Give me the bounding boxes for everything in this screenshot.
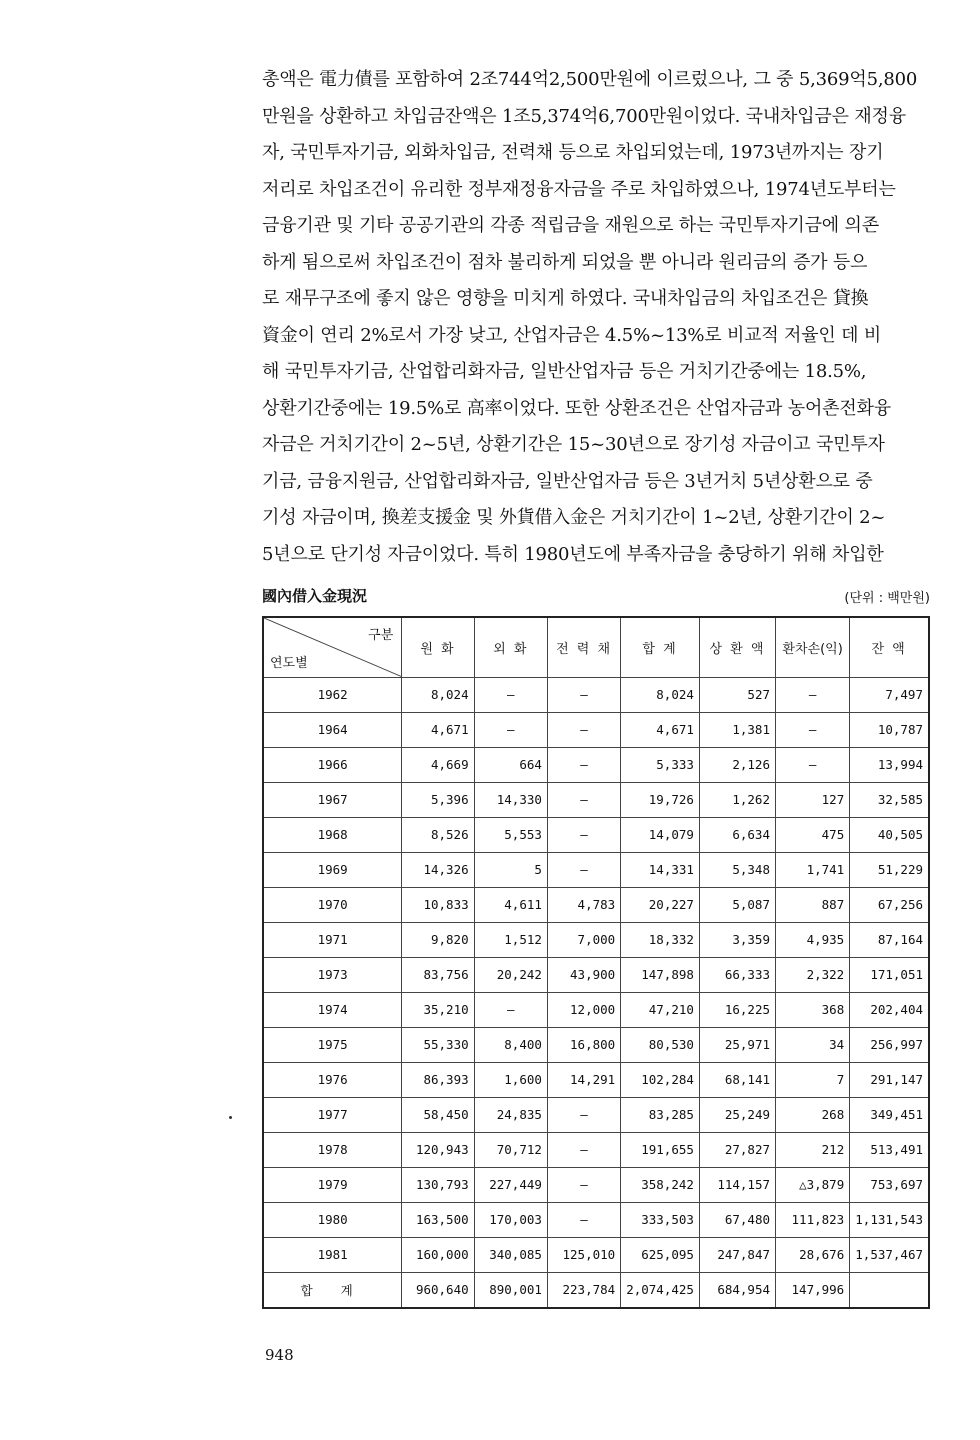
paragraph-line: 금융기관 및 기타 공공기관의 각종 적립금을 재원으로 하는 국민투자기금에 의존 bbox=[262, 215, 879, 236]
table-cell: 66,333 bbox=[699, 957, 775, 992]
total-cell: 684,954 bbox=[699, 1272, 775, 1308]
table-cell: 227,449 bbox=[474, 1167, 547, 1202]
table-cell: 1,262 bbox=[699, 782, 775, 817]
table-cell: 58,450 bbox=[402, 1097, 474, 1132]
table-cell: 70,712 bbox=[474, 1132, 547, 1167]
paragraph-line: 5년으로 단기성 자금이었다. 특히 1980년도에 부족자금을 충당하기 위해 차입한 bbox=[262, 543, 884, 565]
table-cell: 125,010 bbox=[547, 1237, 620, 1272]
table-row bbox=[263, 887, 929, 922]
table-cell: 55,330 bbox=[402, 1027, 474, 1062]
table-cell: 32,585 bbox=[850, 782, 929, 817]
table-cell: 10,833 bbox=[402, 887, 474, 922]
column-header: 합 계 bbox=[621, 617, 700, 677]
table-cell: 1,741 bbox=[776, 852, 850, 887]
table-cell: 527 bbox=[699, 677, 775, 712]
table-cell: — bbox=[474, 677, 547, 712]
year-cell: 1969 bbox=[263, 852, 402, 887]
body-paragraph bbox=[262, 62, 930, 573]
table-cell: 5,087 bbox=[699, 887, 775, 922]
table-cell: 1,512 bbox=[474, 922, 547, 957]
total-cell: 147,996 bbox=[776, 1272, 850, 1308]
table-cell: — bbox=[547, 1132, 620, 1167]
table-cell: 14,291 bbox=[547, 1062, 620, 1097]
year-cell: 1981 bbox=[263, 1237, 402, 1272]
corner-header-cell bbox=[263, 617, 402, 677]
table-cell: 291,147 bbox=[850, 1062, 929, 1097]
table-cell: 13,994 bbox=[850, 747, 929, 782]
table-cell: 127 bbox=[776, 782, 850, 817]
table-cell: 170,003 bbox=[474, 1202, 547, 1237]
table-cell: 86,393 bbox=[402, 1062, 474, 1097]
table-cell: 1,131,543 bbox=[850, 1202, 929, 1237]
table-cell: 513,491 bbox=[850, 1132, 929, 1167]
table-cell: 268 bbox=[776, 1097, 850, 1132]
column-header: 외 화 bbox=[474, 617, 547, 677]
column-header: 환차손(익) bbox=[776, 617, 850, 677]
year-cell: 1975 bbox=[263, 1027, 402, 1062]
table-cell: 7 bbox=[776, 1062, 850, 1097]
table-cell: 1,381 bbox=[699, 712, 775, 747]
table-cell: 664 bbox=[474, 747, 547, 782]
table-cell: 35,210 bbox=[402, 992, 474, 1027]
total-cell: 2,074,425 bbox=[621, 1272, 700, 1308]
table-cell: 1,537,467 bbox=[850, 1237, 929, 1272]
table-cell: 19,726 bbox=[621, 782, 700, 817]
table-cell: 4,783 bbox=[547, 887, 620, 922]
paragraph-line: 자, 국민투자기금, 외화차입금, 전력채 등으로 차입되었는데, 1973년까지는 장기 bbox=[262, 142, 884, 163]
corner-label-year: 연도별 bbox=[270, 655, 308, 671]
table-cell: 753,697 bbox=[850, 1167, 929, 1202]
table-cell: 114,157 bbox=[699, 1167, 775, 1202]
table-cell: 4,935 bbox=[776, 922, 850, 957]
table-row bbox=[263, 1097, 929, 1132]
table-row bbox=[263, 1027, 929, 1062]
table-cell: — bbox=[547, 747, 620, 782]
corner-label-category: 구분 bbox=[368, 628, 394, 643]
table-row bbox=[263, 712, 929, 747]
total-cell bbox=[850, 1272, 929, 1308]
year-cell: 1980 bbox=[263, 1202, 402, 1237]
column-header: 전 력 채 bbox=[547, 617, 620, 677]
table-cell: 475 bbox=[776, 817, 850, 852]
table-cell: 5,553 bbox=[474, 817, 547, 852]
table-cell: 87,164 bbox=[850, 922, 929, 957]
table-header-row bbox=[263, 617, 929, 677]
table-row bbox=[263, 922, 929, 957]
table-cell: 8,526 bbox=[402, 817, 474, 852]
table-cell: 212 bbox=[776, 1132, 850, 1167]
table-cell: — bbox=[547, 782, 620, 817]
paragraph-line: 하게 됨으로써 차입조건이 점차 불리하게 되었을 뿐 아니라 원리금의 증가 등으 bbox=[262, 251, 868, 273]
table-row bbox=[263, 852, 929, 887]
table-cell: — bbox=[547, 712, 620, 747]
page-number: 948 bbox=[265, 1346, 294, 1364]
table-cell: 4,669 bbox=[402, 747, 474, 782]
table-cell: 10,787 bbox=[850, 712, 929, 747]
table-cell: 8,024 bbox=[402, 677, 474, 712]
table-cell: — bbox=[474, 712, 547, 747]
total-cell: 890,001 bbox=[474, 1272, 547, 1308]
table-row bbox=[263, 1237, 929, 1272]
table-cell: 340,085 bbox=[474, 1237, 547, 1272]
table-cell: 8,400 bbox=[474, 1027, 547, 1062]
table-cell: 8,024 bbox=[621, 677, 700, 712]
table-cell: 6,634 bbox=[699, 817, 775, 852]
table-cell: 5,333 bbox=[621, 747, 700, 782]
total-cell: 960,640 bbox=[402, 1272, 474, 1308]
year-cell: 1964 bbox=[263, 712, 402, 747]
table-cell: 625,095 bbox=[621, 1237, 700, 1272]
table-cell: 7,000 bbox=[547, 922, 620, 957]
table-cell: 83,756 bbox=[402, 957, 474, 992]
table-cell: 102,284 bbox=[621, 1062, 700, 1097]
table-cell: 349,451 bbox=[850, 1097, 929, 1132]
table-cell: 147,898 bbox=[621, 957, 700, 992]
table-cell: 247,847 bbox=[699, 1237, 775, 1272]
table-cell: — bbox=[776, 677, 850, 712]
table-cell: 333,503 bbox=[621, 1202, 700, 1237]
column-header: 상 환 액 bbox=[699, 617, 775, 677]
table-cell: 43,900 bbox=[547, 957, 620, 992]
table-caption bbox=[262, 585, 930, 609]
table-cell: 40,505 bbox=[850, 817, 929, 852]
table-cell: — bbox=[547, 1097, 620, 1132]
table-cell: 47,210 bbox=[621, 992, 700, 1027]
paragraph-line: 資金이 연리 2%로서 가장 낮고, 산업자금은 4.5%~13%로 비교적 저율인 데 비 bbox=[262, 324, 882, 346]
table-cell: 3,359 bbox=[699, 922, 775, 957]
table-cell: 68,141 bbox=[699, 1062, 775, 1097]
table-cell: 24,835 bbox=[474, 1097, 547, 1132]
table-cell: 4,671 bbox=[402, 712, 474, 747]
table-cell: 12,000 bbox=[547, 992, 620, 1027]
table-cell: — bbox=[547, 1202, 620, 1237]
table-cell: 130,793 bbox=[402, 1167, 474, 1202]
table-cell: — bbox=[547, 1167, 620, 1202]
paragraph-line: 기금, 금융지원금, 산업합리화자금, 일반산업자금 등은 3년거치 5년상환으로 중 bbox=[262, 470, 873, 492]
table-title: 國內借入金現況 bbox=[262, 587, 368, 605]
table-cell: 5,396 bbox=[402, 782, 474, 817]
table-cell: — bbox=[776, 747, 850, 782]
year-cell: 1971 bbox=[263, 922, 402, 957]
paragraph-line: 자금은 거치기간이 2~5년, 상환기간은 15~30년으로 장기성 자금이고 국민투자 bbox=[262, 434, 885, 455]
table-cell: 28,676 bbox=[776, 1237, 850, 1272]
table-cell: — bbox=[547, 677, 620, 712]
total-label: 합 계 bbox=[263, 1272, 402, 1308]
table-cell: 4,671 bbox=[621, 712, 700, 747]
table-cell: 191,655 bbox=[621, 1132, 700, 1167]
table-row bbox=[263, 1167, 929, 1202]
year-cell: 1974 bbox=[263, 992, 402, 1027]
table-cell: 83,285 bbox=[621, 1097, 700, 1132]
year-cell: 1966 bbox=[263, 747, 402, 782]
table-cell: 34 bbox=[776, 1027, 850, 1062]
year-cell: 1962 bbox=[263, 677, 402, 712]
table-row bbox=[263, 1202, 929, 1237]
table-row bbox=[263, 992, 929, 1027]
table-cell: 14,331 bbox=[621, 852, 700, 887]
table-cell: 887 bbox=[776, 887, 850, 922]
table-row bbox=[263, 957, 929, 992]
paragraph-line: 저리로 차입조건이 유리한 정부재정융자금을 주로 차입하였으나, 1974년도부터는 bbox=[262, 178, 896, 200]
table-cell: 160,000 bbox=[402, 1237, 474, 1272]
table-cell: — bbox=[776, 712, 850, 747]
table-cell: 5,348 bbox=[699, 852, 775, 887]
table-row bbox=[263, 817, 929, 852]
table-cell: 171,051 bbox=[850, 957, 929, 992]
table-cell: 20,242 bbox=[474, 957, 547, 992]
table-cell: 14,079 bbox=[621, 817, 700, 852]
table-cell: — bbox=[474, 992, 547, 1027]
table-cell: 18,332 bbox=[621, 922, 700, 957]
table-unit: (단위 : 백만원) bbox=[844, 591, 930, 606]
table-cell: 67,480 bbox=[699, 1202, 775, 1237]
table-row bbox=[263, 782, 929, 817]
table-cell: 358,242 bbox=[621, 1167, 700, 1202]
table-cell: 2,322 bbox=[776, 957, 850, 992]
table-row bbox=[263, 1132, 929, 1167]
column-header: 원 화 bbox=[402, 617, 474, 677]
year-cell: 1977 bbox=[263, 1097, 402, 1132]
year-cell: 1973 bbox=[263, 957, 402, 992]
table-cell: 14,330 bbox=[474, 782, 547, 817]
total-row bbox=[263, 1272, 929, 1308]
paragraph-line: 상환기간중에는 19.5%로 高率이었다. 또한 상환조건은 산업자금과 농어촌전화융 bbox=[262, 397, 891, 419]
table-cell: 120,943 bbox=[402, 1132, 474, 1167]
table-cell: 25,249 bbox=[699, 1097, 775, 1132]
column-header: 잔 액 bbox=[850, 617, 929, 677]
table-cell: 16,800 bbox=[547, 1027, 620, 1062]
table-cell: 80,530 bbox=[621, 1027, 700, 1062]
year-cell: 1976 bbox=[263, 1062, 402, 1097]
table-cell: 111,823 bbox=[776, 1202, 850, 1237]
table-cell: — bbox=[547, 852, 620, 887]
paragraph-line: 로 재무구조에 좋지 않은 영향을 미치게 하였다. 국내차입금의 차입조건은 貸換 bbox=[262, 288, 869, 309]
paragraph-line: 총액은 電力債를 포함하여 2조744억2,500만원에 이르렀으나, 그 중 5,369억5,800 bbox=[262, 69, 918, 90]
table-cell: 27,827 bbox=[699, 1132, 775, 1167]
table-cell: 7,497 bbox=[850, 677, 929, 712]
table-cell: 9,820 bbox=[402, 922, 474, 957]
domestic-borrowings-table bbox=[262, 616, 930, 1309]
paragraph-line: 해 국민투자기금, 산업합리화자금, 일반산업자금 등은 거치기간중에는 18.5%, bbox=[262, 361, 867, 382]
year-cell: 1970 bbox=[263, 887, 402, 922]
paragraph-line: 기성 자금이며, 換差支援金 및 外貨借入金은 거치기간이 1~2년, 상환기간이 2~ bbox=[262, 507, 886, 528]
table-cell: 256,997 bbox=[850, 1027, 929, 1062]
table-cell: 2,126 bbox=[699, 747, 775, 782]
table-cell: 202,404 bbox=[850, 992, 929, 1027]
year-cell: 1968 bbox=[263, 817, 402, 852]
table-cell: 5 bbox=[474, 852, 547, 887]
table-cell: △3,879 bbox=[776, 1167, 850, 1202]
table-cell: 20,227 bbox=[621, 887, 700, 922]
table-cell: 67,256 bbox=[850, 887, 929, 922]
table-cell: 368 bbox=[776, 992, 850, 1027]
table-row bbox=[263, 1062, 929, 1097]
table-cell: 14,326 bbox=[402, 852, 474, 887]
table-cell: 163,500 bbox=[402, 1202, 474, 1237]
table-cell: 4,611 bbox=[474, 887, 547, 922]
scan-speck bbox=[229, 1116, 232, 1119]
table-cell: 1,600 bbox=[474, 1062, 547, 1097]
table-cell: — bbox=[547, 817, 620, 852]
total-cell: 223,784 bbox=[547, 1272, 620, 1308]
table-cell: 51,229 bbox=[850, 852, 929, 887]
table-cell: 16,225 bbox=[699, 992, 775, 1027]
table-cell: 25,971 bbox=[699, 1027, 775, 1062]
table-row bbox=[263, 747, 929, 782]
table-row bbox=[263, 677, 929, 712]
paragraph-line: 만원을 상환하고 차입금잔액은 1조5,374억6,700만원이었다. 국내차입금은 재정융 bbox=[262, 105, 906, 127]
year-cell: 1979 bbox=[263, 1167, 402, 1202]
year-cell: 1978 bbox=[263, 1132, 402, 1167]
year-cell: 1967 bbox=[263, 782, 402, 817]
